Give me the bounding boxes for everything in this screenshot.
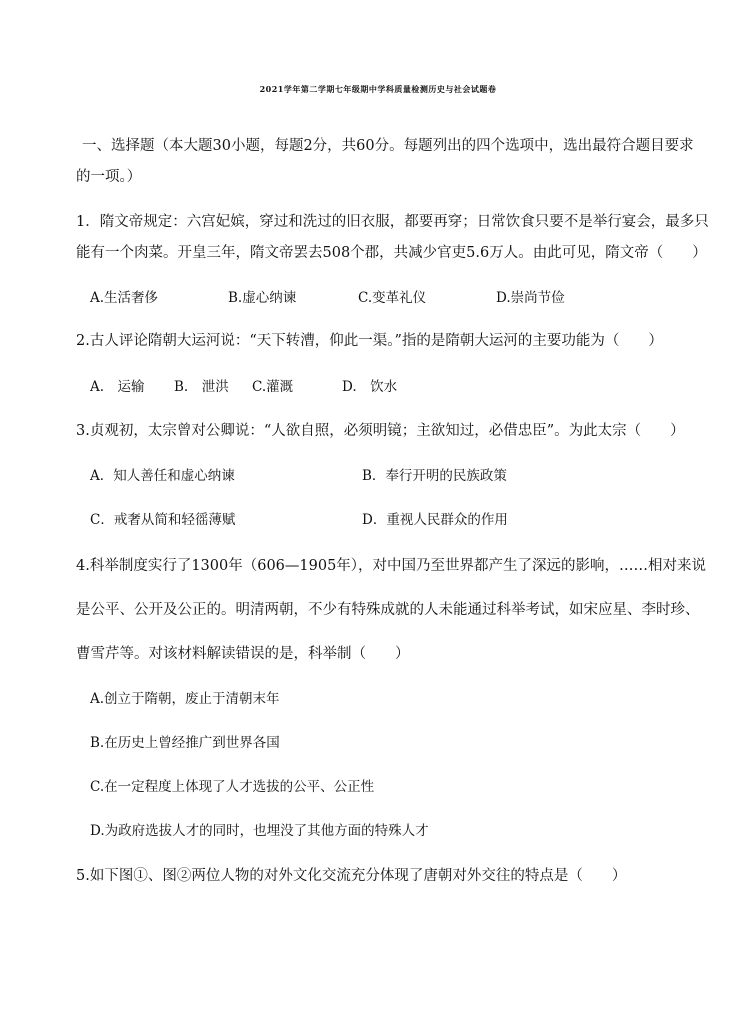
question-3-option-b: B．奉行开明的民族政策 [362, 468, 507, 484]
exam-title: 2021学年第二学期七年级期中学科质量检测历史与社会试题卷 [259, 84, 497, 94]
question-1-option-c: C.变革礼仪 [358, 290, 427, 306]
question-2-option-a: A. 运输 [90, 379, 145, 395]
question-1-line-1: 1．隋文帝规定：六宫妃嫔，穿过和洗过的旧衣服，都要再穿；日常饮食只要不是举行宴会，最多只 [76, 214, 709, 230]
question-1-option-a: A.生活奢侈 [90, 290, 159, 306]
question-3-option-d: D．重视人民群众的作用 [362, 512, 508, 528]
question-3-option-a: A．知人善任和虚心纳谏 [90, 468, 235, 484]
question-1-line-2: 能有一个肉菜。开皇三年，隋文帝罢去508个郡，共减少官吏5.6万人。由此可见，隋文帝（ ） [76, 245, 707, 261]
question-2-option-c: C.灌溉 [252, 379, 294, 395]
question-2-option-b: B. 泄洪 [174, 379, 229, 395]
question-1-option-d: D.崇尚节俭 [496, 290, 565, 306]
question-5-line-1: 5.如下图①、图②两位人物的对外文化交流充分体现了唐朝对外交往的特点是（ ） [76, 868, 627, 884]
section-instruction-line-1: 一、选择题（本大题30小题，每题2分，共60分。每题列出的四个选项中，选出最符合题目要求 [82, 138, 694, 154]
question-3-option-c: C．戒奢从简和轻徭薄赋 [90, 512, 236, 528]
question-1-option-b: B.虚心纳谏 [228, 290, 297, 306]
question-4-option-c: C.在一定程度上体现了人才选拔的公平、公正性 [90, 779, 375, 795]
question-4-line-1: 4.科举制度实行了1300年（606—1905年），对中国乃至世界都产生了深远的影响，……相对来说 [76, 558, 707, 574]
question-4-option-d: D.为政府选拔人才的同时，也埋没了其他方面的特殊人才 [90, 823, 429, 839]
question-2-line-1: 2.古人评论隋朝大运河说：“天下转漕，仰此一渠。”指的是隋朝大运河的主要功能为（ ） [76, 333, 663, 349]
question-4-option-b: B.在历史上曾经推广到世界各国 [90, 735, 280, 751]
question-4-option-a: A.创立于隋朝，废止于清朝末年 [90, 691, 280, 707]
question-3-line-1: 3.贞观初，太宗曾对公卿说：“人欲自照，必须明镜；主欲知过，必借忠臣”。为此太宗（ ） [76, 423, 685, 439]
question-2-option-d: D. 饮水 [342, 379, 398, 395]
section-instruction-line-2: 的一项。） [76, 169, 142, 185]
question-4-line-2: 是公平、公开及公正的。明清两朝，不少有特殊成就的人未能通过科举考试，如宋应星、李时珍、 [76, 602, 700, 618]
question-4-line-3: 曹雪芹等。对该材料解读错误的是，科举制（ ） [76, 646, 410, 662]
